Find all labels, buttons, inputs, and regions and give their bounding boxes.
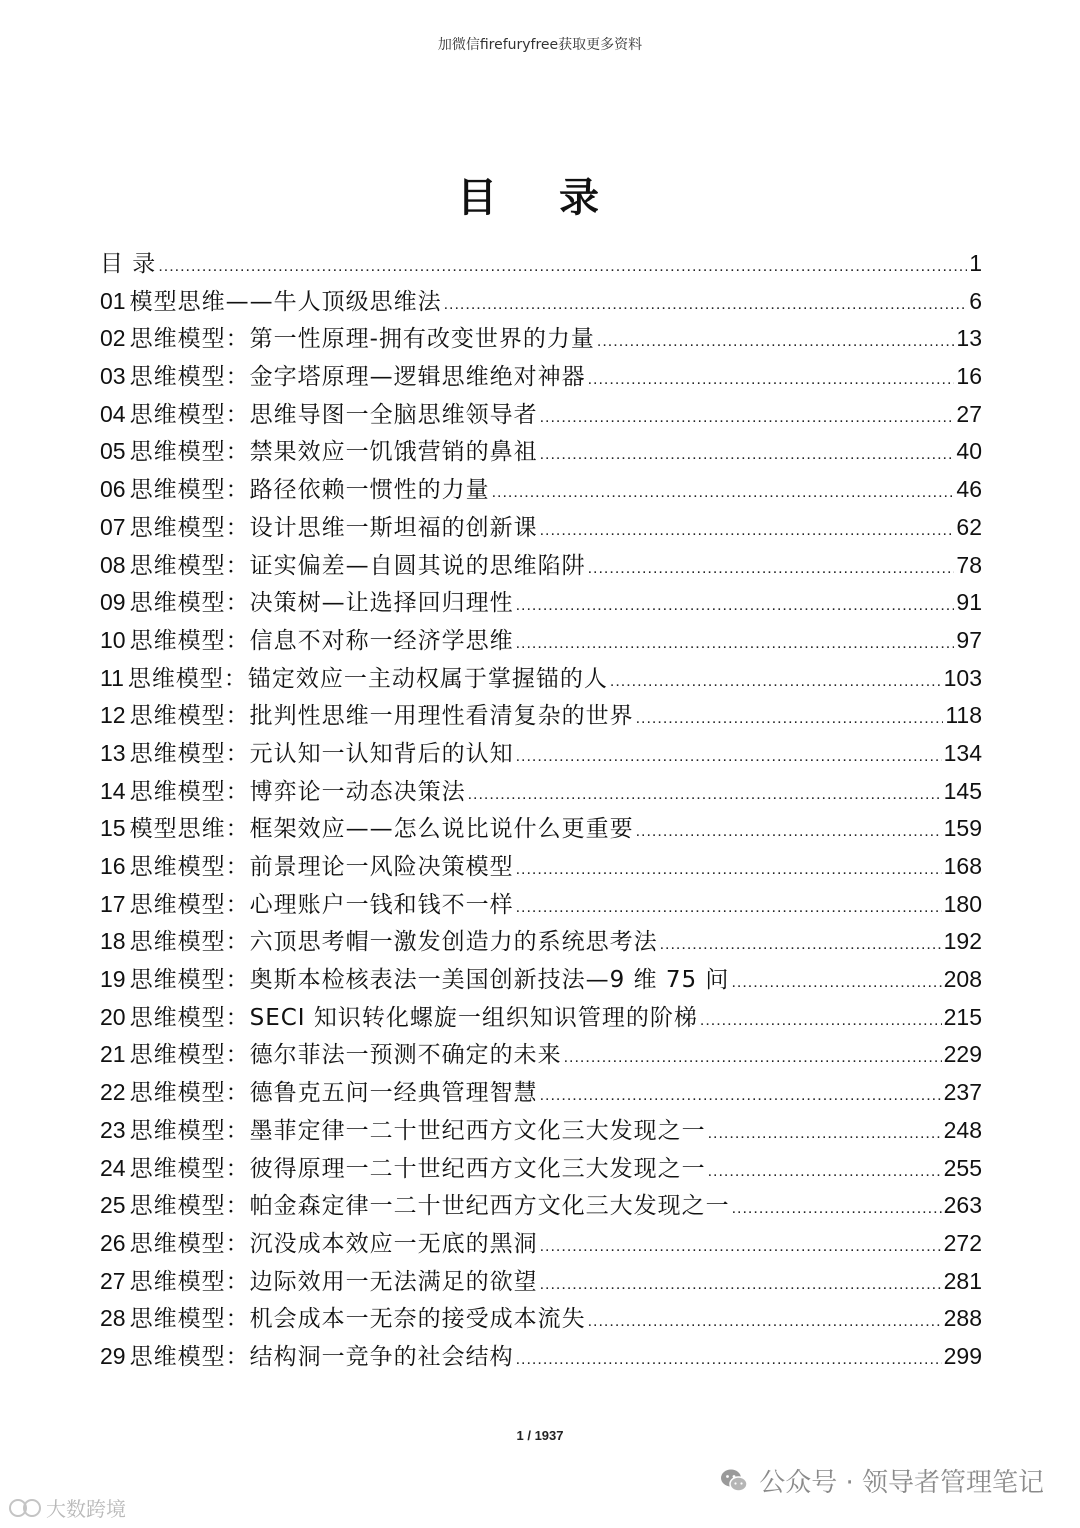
toc-dot-leader	[516, 1341, 942, 1379]
wechat-icon	[719, 1466, 749, 1496]
toc-entry-page: 91	[956, 589, 982, 616]
toc-entry-title: 思维模型：六顶思考帽一激发创造力的系统思考法	[129, 929, 658, 956]
toc-entry-page: 1	[969, 250, 982, 276]
toc-dot-leader	[516, 889, 942, 927]
toc-entry-number: 19	[100, 966, 126, 993]
toc-entry-page: 180	[943, 890, 982, 917]
toc-entry-page: 118	[945, 702, 982, 729]
toc-dot-leader	[158, 248, 967, 286]
toc-entry-number: 14	[100, 777, 126, 804]
toc-entry-number: 25	[100, 1192, 126, 1219]
toc-entry-page: 27	[956, 400, 982, 427]
wechat-watermark	[719, 1462, 1044, 1499]
toc-entry-title: 思维模型：帕金森定律一二十世纪西方文化三大发现之一	[129, 1193, 730, 1220]
toc-entry[interactable]	[100, 396, 982, 434]
toc-entry-title: 思维模型：批判性思维一用理性看清复杂的世界	[129, 703, 634, 730]
toc-dot-leader	[540, 1077, 942, 1115]
toc-entry[interactable]	[100, 660, 982, 698]
toc-dot-leader	[516, 851, 942, 889]
toc-dot-leader	[588, 361, 955, 399]
toc-entry[interactable]	[100, 509, 982, 547]
toc-entry[interactable]	[100, 697, 982, 735]
toc-entry[interactable]	[100, 1225, 982, 1263]
toc-entry-number: 15	[100, 815, 126, 842]
toc-entry-number: 23	[100, 1116, 126, 1143]
toc-entry-page: 13	[956, 325, 982, 352]
toc-entry-title: 思维模型：墨菲定律一二十世纪西方文化三大发现之一	[129, 1117, 706, 1144]
toc-entry-title: 思维模型：第一性原理-拥有改变世界的力量	[129, 326, 595, 353]
toc-entry-number: 12	[100, 702, 126, 729]
toc-entry-title: 思维模型：SECI 知识转化螺旋一组织知识管理的阶梯	[129, 1004, 698, 1031]
header-note: 加微信firefuryfree获取更多资料	[437, 37, 643, 53]
toc-entry-page: 134	[943, 739, 982, 766]
toc-entry[interactable]	[100, 886, 982, 924]
toc-entry-number: 13	[100, 739, 126, 766]
toc-entry-number: 09	[100, 589, 126, 616]
toc-entry-number: 18	[100, 928, 126, 955]
toc-entry-number: 24	[100, 1154, 126, 1181]
brand-logo-icon	[8, 1496, 42, 1520]
toc-entry-page: 16	[956, 363, 982, 390]
toc-entry[interactable]	[100, 923, 982, 961]
toc-entry-number: 16	[100, 853, 126, 879]
toc-entry-title: 目 录	[100, 251, 157, 277]
toc-entry[interactable]	[100, 773, 982, 811]
toc-dot-leader	[732, 1190, 942, 1228]
toc-entry-page: 159	[943, 815, 982, 842]
toc-entry-title: 思维模型：彼得原理一二十世纪西方文化三大发现之一	[129, 1155, 706, 1182]
toc-entry-page: 208	[943, 966, 982, 993]
toc-entry-page: 46	[956, 476, 982, 503]
toc-dot-leader	[731, 964, 941, 1002]
toc-entry-page: 192	[943, 928, 982, 955]
toc-dot-leader	[636, 700, 944, 738]
toc-entry-title: 思维模型：设计思维一斯坦福的创新课	[129, 514, 538, 541]
toc-entry-title: 思维模型：沉没成本效应一无底的黑洞	[129, 1230, 538, 1257]
toc-dot-leader	[540, 436, 955, 474]
toc-entry-number: 08	[100, 551, 126, 578]
toc-entry-number: 02	[100, 325, 126, 352]
toc-entry-page: 103	[943, 664, 982, 691]
table-of-contents	[100, 245, 982, 1376]
toc-entry[interactable]	[100, 735, 982, 773]
toc-dot-leader	[540, 1266, 942, 1304]
toc-entry[interactable]	[100, 848, 982, 886]
toc-dot-leader	[516, 625, 955, 663]
toc-entry-page: 145	[943, 777, 982, 804]
toc-entry-number: 10	[100, 626, 126, 653]
toc-entry[interactable]	[100, 999, 982, 1037]
toc-entry-page: 288	[943, 1305, 982, 1332]
toc-entry-title: 思维模型：德尔菲法一预测不确定的未来	[129, 1042, 562, 1069]
toc-entry-number: 21	[100, 1041, 126, 1068]
toc-entry-page: 272	[943, 1229, 982, 1256]
toc-entry[interactable]	[100, 584, 982, 622]
toc-entry-page: 263	[943, 1192, 982, 1219]
toc-dot-leader	[540, 512, 955, 550]
toc-entry-page: 299	[943, 1342, 982, 1369]
toc-entry-page: 229	[943, 1041, 982, 1068]
toc-entry-number: 01	[100, 287, 126, 314]
page-indicator: 1 / 1937	[516, 1428, 564, 1443]
toc-entry-title: 思维模型：信息不对称一经济学思维	[129, 627, 514, 654]
toc-dot-leader	[516, 587, 955, 625]
toc-dot-leader	[708, 1115, 942, 1153]
toc-entry[interactable]	[100, 1112, 982, 1150]
toc-dot-leader	[540, 399, 955, 437]
toc-entry-number: 06	[100, 476, 126, 503]
toc-dot-leader	[708, 1153, 942, 1191]
toc-entry-title: 思维模型：前景理论一风险决策模型	[129, 854, 514, 880]
toc-entry[interactable]	[100, 320, 982, 358]
toc-entry-number: 20	[100, 1003, 126, 1030]
toc-entry-title: 思维模型：路径依赖一惯性的力量	[129, 477, 490, 504]
toc-entry[interactable]	[100, 622, 982, 660]
toc-dot-leader	[564, 1039, 942, 1077]
toc-entry[interactable]	[100, 1300, 982, 1338]
toc-dot-leader	[444, 286, 968, 324]
toc-dot-leader	[588, 550, 955, 588]
toc-entry-title: 模型思维——牛人顶级思维法	[129, 288, 442, 315]
toc-entry-title: 思维模型：博弈论一动态决策法	[129, 778, 466, 805]
toc-entry-page: 6	[969, 287, 982, 314]
wechat-watermark-text: 公众号 · 领导者管理笔记	[759, 1468, 1044, 1498]
toc-entry-number: 27	[100, 1267, 126, 1294]
toc-entry-page: 255	[943, 1154, 982, 1181]
toc-dot-leader	[636, 813, 942, 851]
toc-dot-leader	[588, 1303, 942, 1341]
corner-watermark-text: 大数跨境	[46, 1497, 126, 1521]
toc-entry-page: 281	[943, 1267, 982, 1294]
toc-entry[interactable]	[100, 471, 982, 509]
toc-entry-number: 29	[100, 1342, 126, 1369]
toc-dot-leader	[540, 1228, 942, 1266]
toc-dot-leader	[660, 926, 942, 964]
toc-dot-leader	[516, 738, 942, 776]
toc-dot-leader	[700, 1002, 942, 1040]
toc-entry-page: 215	[943, 1003, 982, 1030]
toc-entry-number: 04	[100, 400, 126, 427]
toc-entry-number: 28	[100, 1305, 126, 1332]
toc-entry[interactable]	[100, 1036, 982, 1074]
toc-entry[interactable]	[100, 810, 982, 848]
toc-entry-title: 模型思维：框架效应——怎么说比说什么更重要	[129, 816, 634, 843]
toc-entry[interactable]	[100, 358, 982, 396]
toc-entry-page: 237	[943, 1079, 982, 1106]
toc-entry[interactable]	[100, 245, 982, 283]
toc-dot-leader	[597, 323, 955, 361]
toc-entry-title: 思维模型：决策树—让选择回归理性	[129, 590, 514, 617]
toc-entry[interactable]	[100, 1263, 982, 1301]
toc-entry-number: 26	[100, 1229, 126, 1256]
toc-entry[interactable]	[100, 433, 982, 471]
toc-entry-title: 思维模型：元认知一认知背后的认知	[129, 740, 514, 767]
toc-entry-page: 40	[956, 438, 982, 465]
toc-entry[interactable]	[100, 283, 982, 321]
toc-entry[interactable]	[100, 961, 982, 999]
toc-entry[interactable]	[100, 547, 982, 585]
toc-entry-title: 思维模型：锚定效应一主动权属于掌握锚的人	[127, 665, 608, 692]
toc-entry-page: 78	[956, 551, 982, 578]
toc-entry-title: 思维模型：德鲁克五问一经典管理智慧	[129, 1080, 538, 1107]
toc-entry-number: 17	[100, 890, 126, 917]
toc-entry-title: 思维模型：心理账户一钱和钱不一样	[129, 891, 514, 918]
toc-entry[interactable]	[100, 1338, 982, 1376]
toc-entry[interactable]	[100, 1187, 982, 1225]
toc-entry-title: 思维模型：结构洞一竞争的社会结构	[129, 1343, 514, 1370]
toc-entry-page: 248	[943, 1116, 982, 1143]
toc-entry[interactable]	[100, 1074, 982, 1112]
toc-dot-leader	[610, 663, 942, 701]
toc-entry-title: 思维模型：机会成本一无奈的接受成本流失	[129, 1306, 586, 1333]
toc-entry-number: 22	[100, 1079, 126, 1106]
toc-entry-number: 03	[100, 363, 126, 390]
toc-entry-number: 05	[100, 438, 126, 465]
toc-dot-leader	[492, 474, 955, 512]
page-title: 目 录	[457, 174, 623, 221]
corner-watermark	[8, 1493, 126, 1522]
toc-entry-number: 07	[100, 513, 126, 540]
toc-entry-title: 思维模型：金字塔原理—逻辑思维绝对神器	[129, 364, 586, 391]
toc-entry-title: 思维模型：禁果效应一饥饿营销的鼻祖	[129, 439, 538, 466]
toc-entry-title: 思维模型：边际效用一无法满足的欲望	[129, 1268, 538, 1295]
toc-entry[interactable]	[100, 1150, 982, 1188]
toc-entry-title: 思维模型：证实偏差—自圆其说的思维陷阱	[129, 552, 586, 579]
toc-entry-title: 思维模型：思维导图一全脑思维领导者	[129, 401, 538, 428]
toc-entry-page: 62	[956, 513, 982, 540]
toc-entry-title: 思维模型：奥斯本检核表法一美国创新技法—9 维 75 问	[129, 967, 730, 994]
toc-entry-page: 168	[943, 853, 982, 879]
toc-dot-leader	[468, 776, 942, 814]
toc-entry-number: 11	[100, 664, 124, 691]
toc-entry-page: 97	[956, 626, 982, 653]
